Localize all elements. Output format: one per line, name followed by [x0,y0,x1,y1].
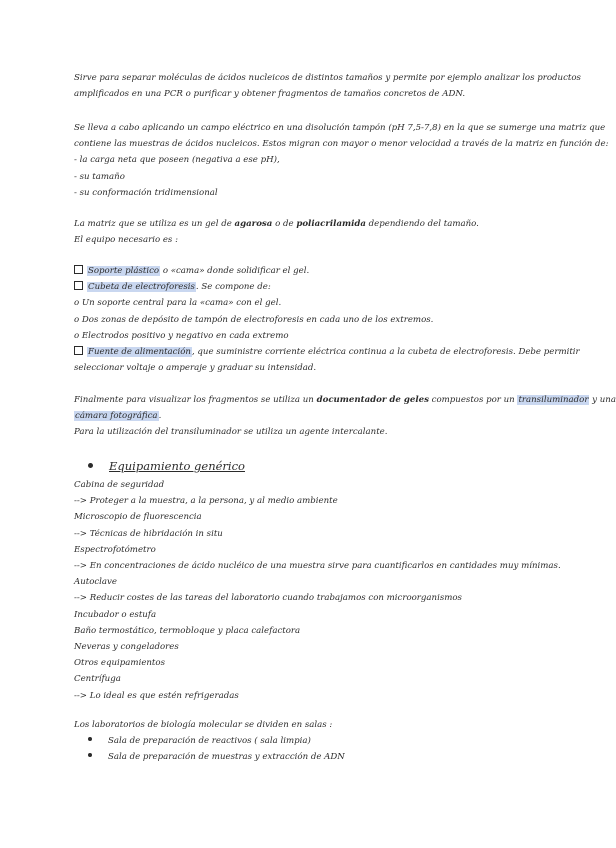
checklist-item-fuente [74,344,580,360]
list-item-text: Sala de preparación de muestras y extracción de ADN [108,752,345,763]
bold-term-agarosa: agarosa [234,219,273,229]
section-heading [88,459,245,473]
checkbox-icon[interactable] [74,265,83,274]
text-span: Finalmente para visualizar los fragmentos se utiliza un [74,395,317,405]
list-item: Neveras y congeladores [74,642,179,653]
list-item: Otros equipamientos [74,658,165,669]
text-line: contiene las muestras de ácidos nucleicos. Estos migran con mayor o menor velocidad a través de la matriz en función de: [74,139,609,150]
intro-paragraph [74,70,581,102]
list-item: - la carga neta que poseen (negativa a ese pH), [74,155,280,166]
list-item: Espectrofotómetro [74,544,156,555]
text-line: amplificados en una PCR o purificar y obtener fragmentos de tamaños concretos de ADN. [74,89,466,100]
list-item: --> Lo ideal es que estén refrigeradas [74,690,239,701]
list-item [88,749,345,765]
text-line: Se lleva a cabo aplicando un campo eléctrico en una disolución tampón (pH 7,5-7,8) en la que se sumerge una matriz que [74,123,606,133]
highlighted-term: Soporte plástico [88,266,160,276]
matrix-paragraph [74,216,534,248]
list-item-text: Sala de preparación de reactivos ( sala limpia) [108,736,311,746]
labs-paragraph [74,717,534,733]
list-item: o Dos zonas de depósito de tampón de electroforesis en cada uno de los extremos. [74,314,434,325]
list-item: Centrífuga [74,674,121,685]
text-span: , que suministre corriente eléctrica continua a la cubeta de electroforesis. Debe permitir [191,347,580,358]
text-line: seleccionar voltaje o amperaje y graduar su intensidad. [74,363,317,374]
heading-text: Equipamiento genérico [109,459,245,473]
list-item: --> Técnicas de hibridación in situ [74,528,223,539]
checkbox-icon[interactable] [74,346,83,355]
text-line: Sirve para separar moléculas de ácidos nucleicos de distintos tamaños y permite por ejemplo analizar los productos [74,73,581,83]
final-paragraph [74,392,616,441]
text-line [74,216,534,232]
bullet-icon [88,463,93,468]
text-span: o «cama» donde solidificar el gel. [160,266,310,276]
bold-term-poliacrilamida: poliacrilamida [296,219,366,229]
text-span: y una [589,395,616,405]
text-span: La matriz que se utiliza es un gel de [74,219,235,229]
text-line: El equipo necesario es : [74,235,178,246]
highlighted-term: Cubeta de electroforesis [88,282,195,293]
checkbox-icon[interactable] [74,281,83,290]
list-item [88,733,345,749]
equipment-list [74,263,580,376]
process-paragraph [74,120,609,201]
highlighted-term: transiluminador [518,395,589,405]
list-item: Cabina de seguridad [74,480,165,490]
bullet-icon [88,753,92,757]
list-item: o Un soporte central para la «cama» con el gel. [74,298,282,309]
text-span: dependiendo del tamaño. [365,219,479,229]
bold-term-documentador: documentador de geles [316,395,429,405]
text-line: Los laboratorios de biología molecular se dividen en salas : [74,720,333,730]
highlighted-term: Fuente de alimentación [88,347,191,358]
text-line [74,392,616,408]
text-span: o de [272,219,297,229]
list-item: - su conformación tridimensional [74,187,218,198]
list-item: --> Proteger a la muestra, a la persona, y al medio ambiente [74,496,338,507]
bullet-icon [88,737,92,741]
list-item: --> Reducir costes de las tareas del laboratorio cuando trabajamos con microorganismos [74,593,462,604]
list-item: Microscopio de fluorescencia [74,512,202,523]
text-span: . [158,411,162,422]
checklist-item-soporte [74,263,534,279]
text-span: . Se compone de: [195,282,271,293]
list-item: - su tamaño [74,171,125,182]
text-line [74,408,534,424]
list-item: Incubador o estufa [74,609,157,620]
list-item: --> En concentraciones de ácido nucléico de una muestra sirve para cuantificarlos en cantidades muy mínimas. [74,561,561,572]
generic-equipment-list [74,477,561,704]
checklist-item-cubeta [74,279,534,295]
text-span: compuestos por un [428,395,518,405]
highlighted-term: cámara fotográfica [75,411,158,422]
list-item: Autoclave [74,577,117,588]
list-item: Baño termostático, termobloque y placa calefactora [74,625,301,636]
list-item: o Electrodos positivo y negativo en cada extremo [74,330,289,341]
labs-list [88,733,345,765]
text-line: Para la utilización del transiluminador se utiliza un agente intercalante. [74,427,388,438]
